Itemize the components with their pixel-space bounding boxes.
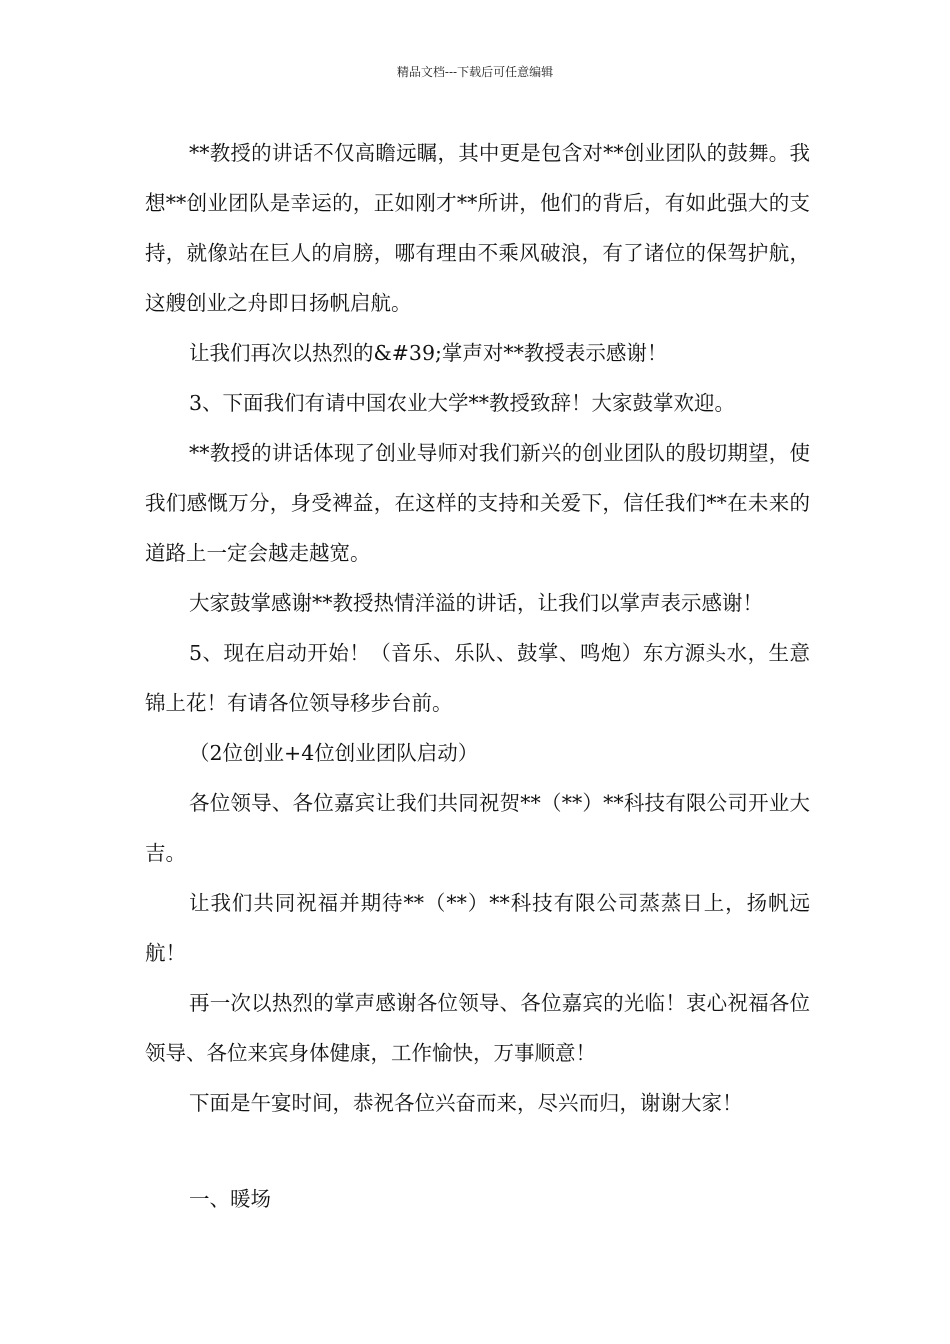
paragraph-5: 大家鼓掌感谢**教授热情洋溢的讲话，让我们以掌声表示感谢！ — [189, 591, 763, 615]
paragraph-11: 下面是午宴时间，恭祝各位兴奋而来，尽兴而归，谢谢大家！ — [189, 1091, 743, 1115]
paragraph-3: 3、下面我们有请中国农业大学**教授致辞！大家鼓掌欢迎。 — [189, 391, 736, 415]
section-heading: 一、暖场 — [189, 1187, 271, 1211]
page-header: 精品文档---下载后可任意编辑 — [396, 65, 554, 79]
paragraph-6: 5、现在启动开始！（音乐、乐队、鼓掌、鸣炮）东方源头水，生意锦上花！有请各位领导移步台前。 — [145, 641, 810, 715]
document-body — [145, 128, 810, 1224]
paragraph-9: 让我们共同祝福并期待**（**）**科技有限公司蒸蒸日上，扬帆远航！ — [145, 891, 810, 965]
paragraph-2: 让我们再次以热烈的&#39;掌声对**教授表示感谢！ — [189, 341, 668, 365]
paragraph-8: 各位领导、各位嘉宾让我们共同祝贺**（**）**科技有限公司开业大吉。 — [145, 791, 810, 865]
paragraph-7: （2位创业+4位创业团队启动） — [189, 741, 479, 765]
paragraph-1: **教授的讲话不仅高瞻远瞩，其中更是包含对**创业团队的鼓舞。我想**创业团队是幸运的，正如刚才**所讲，他们的背后，有如此强大的支持，就像站在巨人的肩膀，哪有理由不乘风破浪，有了诸位的保驾护航，这艘创业之舟即日扬帆启航。 — [145, 141, 810, 315]
paragraph-4: **教授的讲话体现了创业导师对我们新兴的创业团队的殷切期望，使我们感慨万分，身受裨益，在这样的支持和关爱下，信任我们**在未来的道路上一定会越走越宽。 — [145, 441, 810, 565]
paragraph-10: 再一次以热烈的掌声感谢各位领导、各位嘉宾的光临！衷心祝福各位领导、各位来宾身体健康，工作愉快，万事顺意！ — [145, 991, 810, 1065]
